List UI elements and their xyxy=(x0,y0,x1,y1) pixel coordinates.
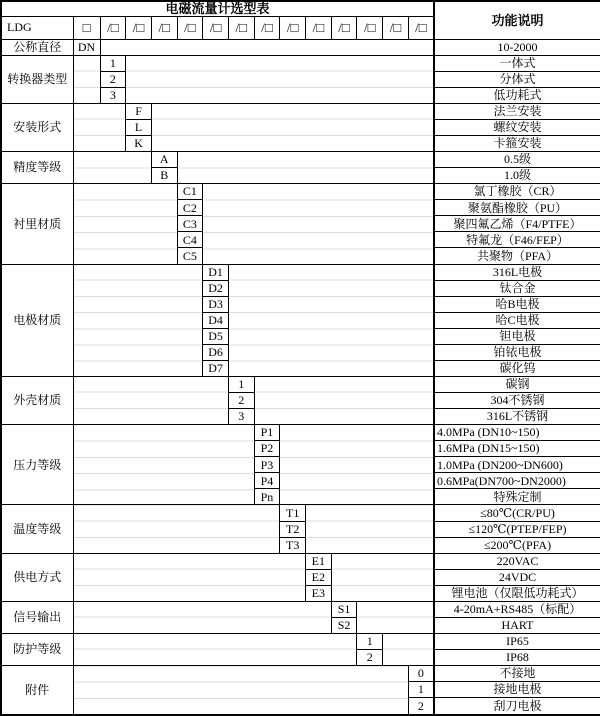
model-first-slot: □ xyxy=(73,16,100,39)
option-code: T3 xyxy=(280,537,306,553)
option-code: 2 xyxy=(100,71,126,87)
option-desc: 特氟龙（F46/FEP） xyxy=(434,232,600,248)
option-desc: 0.5级 xyxy=(434,152,600,168)
page-title: 电磁流量计选型表 xyxy=(1,1,434,16)
section-label: 安装形式 xyxy=(1,103,73,151)
option-desc: HART xyxy=(434,617,600,633)
option-code: P3 xyxy=(254,457,280,473)
option-desc: 24VDC xyxy=(434,569,600,585)
model-slot: /□ xyxy=(100,16,126,39)
option-row xyxy=(1,264,600,280)
option-code: D5 xyxy=(203,328,229,344)
model-prefix: LDG xyxy=(1,16,73,39)
model-slot: /□ xyxy=(126,16,152,39)
model-slot: /□ xyxy=(306,16,332,39)
option-code: S1 xyxy=(331,601,357,617)
option-code: D1 xyxy=(203,264,229,280)
option-row xyxy=(1,505,600,521)
option-row xyxy=(1,152,600,168)
option-desc: ≤120℃(PTEP/FEP) xyxy=(434,521,600,537)
option-code: E3 xyxy=(306,585,332,601)
model-slot: /□ xyxy=(203,16,229,39)
model-slot: /□ xyxy=(408,16,434,39)
option-desc: 哈B电极 xyxy=(434,296,600,312)
blank-region xyxy=(73,184,177,264)
option-desc: 钛合金 xyxy=(434,280,600,296)
option-desc: 接地电极 xyxy=(434,682,600,698)
blank-region xyxy=(357,601,434,633)
blank-region xyxy=(73,505,280,553)
model-slot: /□ xyxy=(383,16,409,39)
option-code: D4 xyxy=(203,312,229,328)
option-code: C4 xyxy=(177,232,203,248)
section-label: 公称直径 xyxy=(1,39,73,55)
option-code: 2 xyxy=(408,698,434,715)
option-desc: ≤80℃(CR/PU) xyxy=(434,505,600,521)
option-code: 3 xyxy=(228,409,254,425)
option-desc: 0.6MPa(DN700~DN2000) xyxy=(434,473,600,489)
desc-header: 功能说明 xyxy=(434,1,600,39)
blank-region xyxy=(280,425,434,505)
option-code: DN xyxy=(73,39,100,55)
option-desc: 304不锈钢 xyxy=(434,393,600,409)
option-code: E1 xyxy=(306,553,332,569)
option-desc: 螺纹安装 xyxy=(434,119,600,135)
option-desc: 卡箍安装 xyxy=(434,136,600,152)
blank-region xyxy=(177,152,434,184)
option-code: S2 xyxy=(331,617,357,633)
blank-region xyxy=(254,376,434,424)
blank-region xyxy=(100,39,434,55)
option-desc: 聚氨酯橡胶（PU） xyxy=(434,200,600,216)
blank-region xyxy=(73,666,408,715)
section-label: 防护等级 xyxy=(1,633,73,665)
option-code: C2 xyxy=(177,200,203,216)
option-desc: 4.0MPa (DN10~150) xyxy=(434,425,600,441)
section-label: 电极材质 xyxy=(1,264,73,376)
section-label: 外壳材质 xyxy=(1,376,73,424)
blank-region xyxy=(306,505,435,553)
option-code: F xyxy=(126,103,152,119)
option-code: T1 xyxy=(280,505,306,521)
model-slot: /□ xyxy=(331,16,357,39)
blank-region xyxy=(203,184,434,264)
blank-region xyxy=(73,601,331,633)
option-desc: IP65 xyxy=(434,633,600,649)
blank-region xyxy=(151,103,434,151)
option-row xyxy=(1,376,600,392)
option-desc: 碳化钨 xyxy=(434,360,600,376)
option-code: T2 xyxy=(280,521,306,537)
option-row xyxy=(1,601,600,617)
option-desc: 法兰安装 xyxy=(434,103,600,119)
option-code: Pn xyxy=(254,489,280,505)
option-code: C1 xyxy=(177,184,203,200)
option-desc: 1.0MPa (DN200~DN600) xyxy=(434,457,600,473)
option-desc: 铂铱电极 xyxy=(434,344,600,360)
diameter-row xyxy=(1,39,600,55)
blank-region xyxy=(73,425,254,505)
blank-region xyxy=(73,55,100,103)
section-label: 衬里材质 xyxy=(1,184,73,264)
option-code: C5 xyxy=(177,248,203,264)
option-code: L xyxy=(126,119,152,135)
model-slot: /□ xyxy=(151,16,177,39)
title-row xyxy=(1,1,600,16)
option-row xyxy=(1,633,600,649)
option-row xyxy=(1,666,600,682)
option-row xyxy=(1,55,600,71)
option-desc: 共聚物（PFA） xyxy=(434,248,600,264)
blank-region xyxy=(73,264,203,376)
option-code: B xyxy=(151,168,177,184)
option-code: D6 xyxy=(203,344,229,360)
option-desc: 一体式 xyxy=(434,55,600,71)
option-row xyxy=(1,553,600,569)
model-slot: /□ xyxy=(280,16,306,39)
option-desc: 不接地 xyxy=(434,666,600,682)
option-code: 1 xyxy=(228,376,254,392)
option-desc: ≤200℃(PFA) xyxy=(434,537,600,553)
option-desc: IP68 xyxy=(434,650,600,666)
blank-region xyxy=(73,103,126,151)
option-desc: 钽电极 xyxy=(434,328,600,344)
option-desc: 1.0级 xyxy=(434,168,600,184)
option-code: C3 xyxy=(177,216,203,232)
option-code: 3 xyxy=(100,87,126,103)
option-desc: 1.6MPa (DN15~150) xyxy=(434,441,600,457)
model-slot: /□ xyxy=(254,16,280,39)
blank-region xyxy=(73,553,306,601)
option-desc: 低功耗式 xyxy=(434,87,600,103)
option-code: 2 xyxy=(357,650,383,666)
section-label: 信号输出 xyxy=(1,601,73,633)
option-desc: 4-20mA+RS485（标配） xyxy=(434,601,600,617)
blank-region xyxy=(383,633,434,665)
option-code: P4 xyxy=(254,473,280,489)
section-label: 精度等级 xyxy=(1,152,73,184)
option-desc: 316L电极 xyxy=(434,264,600,280)
option-desc: 锂电池（仅限低功耗式） xyxy=(434,585,600,601)
section-label: 附件 xyxy=(1,666,73,715)
model-slot: /□ xyxy=(228,16,254,39)
option-desc: 氯丁橡胶（CR） xyxy=(434,184,600,200)
option-desc: 聚四氟乙烯（F4/PTFE） xyxy=(434,216,600,232)
option-desc: 220VAC xyxy=(434,553,600,569)
option-desc: 刮刀电极 xyxy=(434,698,600,715)
option-code: P2 xyxy=(254,441,280,457)
option-desc: 分体式 xyxy=(434,71,600,87)
option-desc: 碳钢 xyxy=(434,376,600,392)
option-code: A xyxy=(151,152,177,168)
option-code: 1 xyxy=(100,55,126,71)
model-slot: /□ xyxy=(357,16,383,39)
option-code: D7 xyxy=(203,360,229,376)
option-row xyxy=(1,184,600,200)
option-code: D3 xyxy=(203,296,229,312)
blank-region xyxy=(331,553,434,601)
model-slot: /□ xyxy=(177,16,203,39)
option-desc: 10-2000 xyxy=(434,39,600,55)
section-label: 温度等级 xyxy=(1,505,73,553)
blank-region xyxy=(228,264,434,376)
option-code: E2 xyxy=(306,569,332,585)
option-code: 1 xyxy=(408,682,434,698)
option-row xyxy=(1,425,600,441)
blank-region xyxy=(73,633,357,665)
section-label: 供电方式 xyxy=(1,553,73,601)
option-desc: 316L不锈钢 xyxy=(434,409,600,425)
blank-region xyxy=(126,55,434,103)
option-desc: 特殊定制 xyxy=(434,489,600,505)
blank-region xyxy=(73,376,228,424)
section-label: 转换器类型 xyxy=(1,55,73,103)
option-code: D2 xyxy=(203,280,229,296)
option-code: K xyxy=(126,136,152,152)
option-desc: 哈C电极 xyxy=(434,312,600,328)
option-code: 0 xyxy=(408,666,434,682)
option-row xyxy=(1,103,600,119)
option-code: 2 xyxy=(228,393,254,409)
section-label: 压力等级 xyxy=(1,425,73,505)
option-code: P1 xyxy=(254,425,280,441)
option-code: 1 xyxy=(357,633,383,649)
blank-region xyxy=(73,152,151,184)
